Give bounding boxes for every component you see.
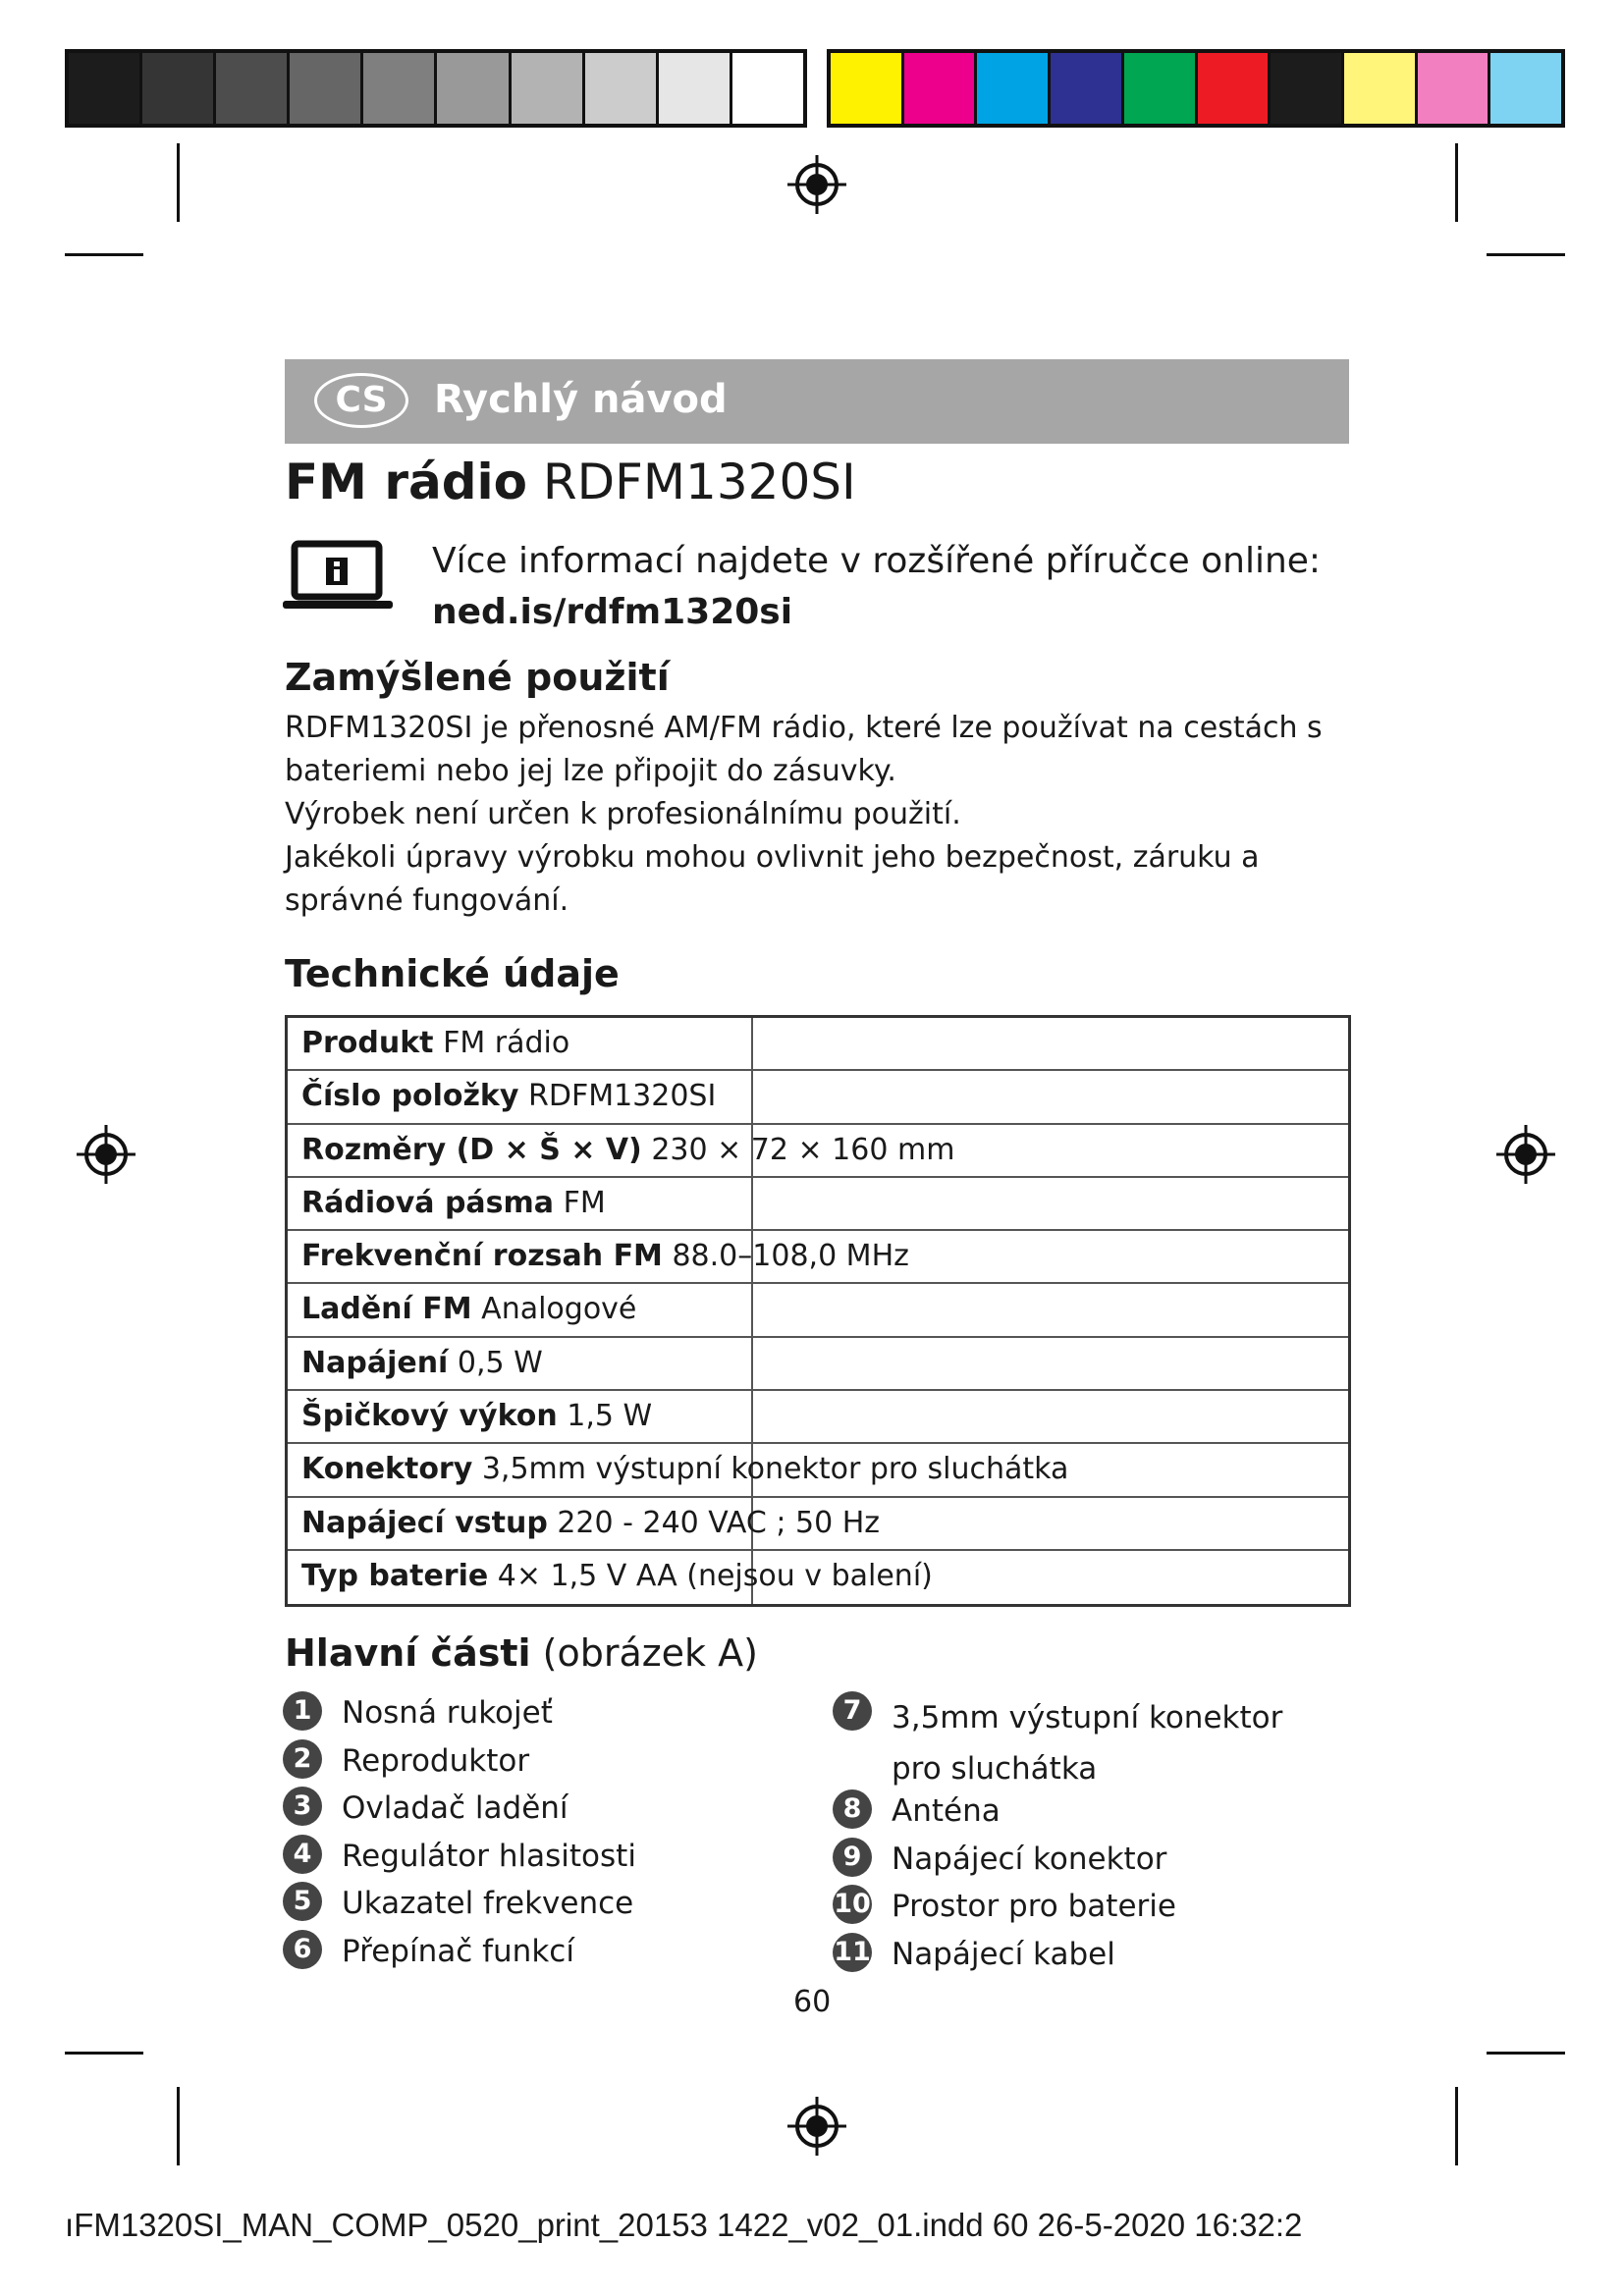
part-number-badge: 6 <box>283 1930 322 1969</box>
color-swatch <box>977 53 1051 124</box>
spec-label: Napájecí vstup <box>301 1505 548 1540</box>
part-number-badge: 8 <box>833 1789 872 1829</box>
color-swatch <box>1344 53 1418 124</box>
spec-value: 0,5 W <box>457 1345 543 1380</box>
color-swatch <box>1051 53 1124 124</box>
color-swatch <box>142 53 216 124</box>
color-swatch <box>1198 53 1272 124</box>
band-title: Rychlý návod <box>434 377 728 422</box>
online-manual-info <box>432 536 1321 638</box>
spec-label: Produkt <box>301 1026 434 1060</box>
color-swatch <box>1271 53 1344 124</box>
product-title <box>285 454 856 510</box>
registration-mark-icon <box>785 153 848 216</box>
crop-mark <box>65 2052 143 2055</box>
table-row <box>288 1498 1348 1551</box>
part-label: 3,5mm výstupní konektor pro sluchátka <box>892 1700 1283 1787</box>
spec-label: Rozměry (D × Š × V) <box>301 1132 642 1167</box>
spec-cell <box>301 1346 543 1380</box>
color-swatch <box>1124 53 1198 124</box>
registration-mark-icon <box>1494 1123 1557 1186</box>
parts-list-right <box>833 1692 1343 1981</box>
crop-mark <box>1455 143 1458 222</box>
part-number-badge: 11 <box>833 1933 872 1972</box>
spec-value: 230 × 72 × 160 mm <box>651 1132 955 1167</box>
color-swatch <box>512 53 585 124</box>
parts-heading-bold: Hlavní části <box>285 1631 531 1675</box>
color-swatch <box>290 53 363 124</box>
list-item <box>283 1883 636 1931</box>
spec-value: 88.0–108,0 MHz <box>672 1239 909 1274</box>
part-number-badge: 9 <box>833 1838 872 1877</box>
spec-value: RDFM1320SI <box>528 1079 717 1114</box>
parts-heading-rest: (obrázek A) <box>542 1631 758 1675</box>
list-item <box>833 1692 1343 1790</box>
spec-cell <box>301 1399 652 1433</box>
table-row <box>288 1231 1348 1284</box>
language-badge: CS <box>314 373 408 428</box>
part-label: Ovladač ladění <box>342 1790 568 1827</box>
crop-mark <box>1455 2087 1458 2165</box>
list-item <box>283 1931 636 1979</box>
list-item <box>283 1836 636 1884</box>
spec-cell <box>301 1186 606 1220</box>
paragraph: RDFM1320SI je přenosné AM/FM rádio, které lze používat na cestách s bateriemi nebo jej lze připojit do zásuvky. <box>285 711 1323 788</box>
list-item <box>833 1790 1343 1839</box>
spec-label: Špičkový výkon <box>301 1399 558 1434</box>
table-row <box>288 1178 1348 1231</box>
crop-mark <box>177 143 180 222</box>
table-row <box>288 1018 1348 1071</box>
table-row <box>288 1444 1348 1497</box>
color-swatch <box>1418 53 1491 124</box>
spec-cell <box>301 1079 716 1113</box>
color-swatch <box>69 53 142 124</box>
registration-mark-icon <box>75 1123 137 1186</box>
spec-label: Frekvenční rozsah FM <box>301 1239 663 1274</box>
part-number-badge: 4 <box>283 1835 322 1874</box>
crop-mark <box>1487 253 1565 256</box>
spec-value: 1,5 W <box>567 1399 653 1434</box>
spec-cell <box>301 1559 933 1593</box>
list-item <box>283 1740 636 1789</box>
section-header-band <box>285 359 1349 444</box>
part-label: Napájecí kabel <box>892 1936 1115 1972</box>
list-item <box>283 1692 636 1740</box>
part-label: Anténa <box>892 1793 1001 1829</box>
paragraph: Jakékoli úpravy výrobku mohou ovlivnit jeho bezpečnost, záruku a správné fungování. <box>285 840 1260 918</box>
spec-label: Číslo položky <box>301 1079 519 1114</box>
table-row <box>288 1071 1348 1124</box>
part-number-badge: 5 <box>283 1882 322 1921</box>
list-item <box>833 1934 1343 1982</box>
table-row <box>288 1551 1348 1604</box>
spec-label: Ladění FM <box>301 1292 472 1327</box>
paragraph: Výrobek není určen k profesionálnímu použití. <box>285 797 961 831</box>
part-label: Přepínač funkcí <box>342 1933 574 1969</box>
spec-value: 3,5mm výstupní konektor pro sluchátka <box>481 1452 1069 1487</box>
process-color-bar <box>827 49 1565 128</box>
grayscale-color-bar <box>65 49 807 128</box>
spec-label: Rádiová pásma <box>301 1185 555 1220</box>
manual-info-icon <box>283 540 393 614</box>
part-label: Napájecí konektor <box>892 1841 1167 1877</box>
spec-value: Analogové <box>481 1292 637 1327</box>
list-item <box>833 1886 1343 1934</box>
info-text: Více informací najdete v rozšířené příručce online: <box>432 541 1322 581</box>
spec-cell <box>301 1239 909 1273</box>
part-label: Ukazatel frekvence <box>342 1886 634 1922</box>
spec-cell <box>301 1292 636 1326</box>
spec-label: Konektory <box>301 1452 473 1487</box>
intended-use-heading: Zamýšlené použití <box>285 656 670 699</box>
spec-label: Napájení <box>301 1345 449 1380</box>
color-swatch <box>904 53 978 124</box>
table-row <box>288 1391 1348 1444</box>
part-number-badge: 10 <box>833 1885 872 1924</box>
spec-value: FM rádio <box>443 1026 570 1060</box>
part-number-badge: 1 <box>283 1691 322 1731</box>
color-swatch <box>216 53 290 124</box>
spec-value: FM <box>563 1185 606 1220</box>
color-swatch <box>732 53 803 124</box>
list-item <box>283 1788 636 1836</box>
part-label: Nosná rukojeť <box>342 1695 553 1731</box>
part-number-badge: 2 <box>283 1739 322 1779</box>
spec-value: 220 - 240 VAC ; 50 Hz <box>557 1505 881 1540</box>
part-number-badge: 7 <box>833 1691 872 1731</box>
color-swatch <box>585 53 659 124</box>
registration-mark-icon <box>785 2095 848 2158</box>
table-row <box>288 1284 1348 1337</box>
color-swatch <box>831 53 904 124</box>
parts-list-left <box>283 1692 636 1979</box>
color-swatch <box>437 53 511 124</box>
color-swatch <box>659 53 732 124</box>
manual-url-link[interactable]: ned.is/rdfm1320si <box>432 592 793 632</box>
crop-mark <box>177 2087 180 2165</box>
spec-cell <box>301 1026 569 1060</box>
part-number-badge: 3 <box>283 1787 322 1826</box>
spec-cell <box>301 1452 1068 1486</box>
intended-use-text <box>285 707 1355 923</box>
spec-label: Typ baterie <box>301 1558 489 1593</box>
specs-heading: Technické údaje <box>285 952 620 995</box>
color-swatch <box>1490 53 1561 124</box>
list-item <box>833 1839 1343 1887</box>
spec-value: 4× 1,5 V AA (nejsou v balení) <box>497 1558 933 1593</box>
crop-mark <box>1487 2052 1565 2055</box>
print-slug: ıFM1320SI_MAN_COMP_0520_print_20153 1422_v02_01.indd 60 26-5-2020 16:32:2 <box>65 2207 1303 2243</box>
parts-heading <box>285 1631 758 1675</box>
page-number: 60 <box>793 1985 832 2019</box>
part-label: Regulátor hlasitosti <box>342 1838 636 1874</box>
product-model: RDFM1320SI <box>542 454 856 510</box>
spec-cell <box>301 1133 954 1167</box>
color-swatch <box>363 53 437 124</box>
part-label: Prostor pro baterie <box>892 1889 1176 1925</box>
spec-cell <box>301 1506 880 1540</box>
part-label: Reproduktor <box>342 1742 530 1779</box>
table-row <box>288 1125 1348 1178</box>
crop-mark <box>65 253 143 256</box>
specs-table <box>285 1015 1351 1607</box>
product-type: FM rádio <box>285 454 527 510</box>
table-row <box>288 1338 1348 1391</box>
